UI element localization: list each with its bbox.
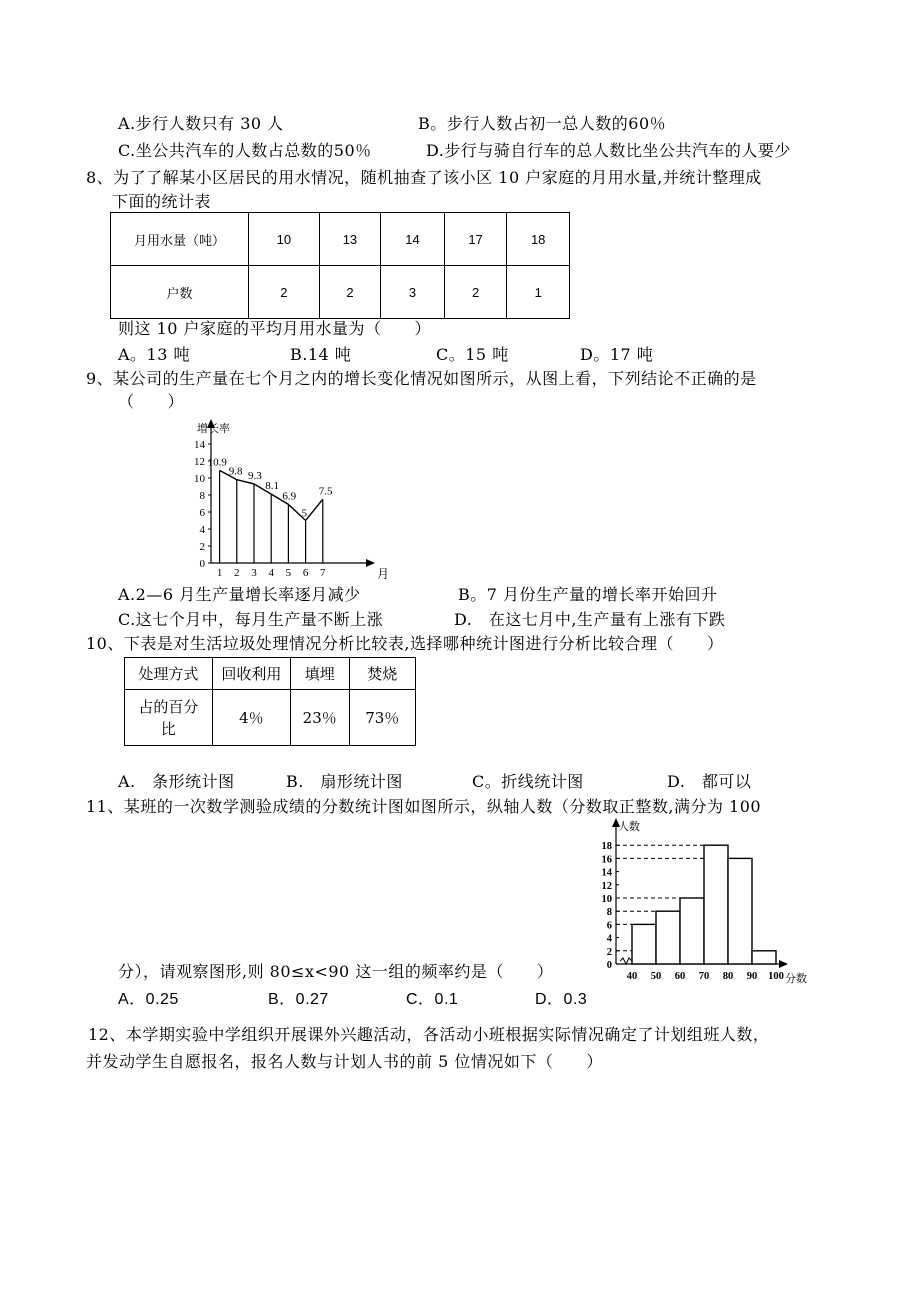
q8-question: 则这 10 户家庭的平均月用水量为（ ） — [118, 319, 432, 338]
y-tick-label: 8 — [199, 490, 205, 502]
waste-table-row-label — [125, 690, 213, 746]
x-tick-label: 2 — [234, 567, 240, 579]
x-tick-label: 70 — [698, 971, 710, 982]
row-label-line2: 比 — [160, 719, 176, 738]
x-tick-label: 90 — [746, 971, 758, 982]
q8-option-d: D。17 吨 — [580, 345, 654, 364]
waste-table-cell: 23％ — [290, 690, 349, 746]
data-label: 6.9 — [282, 490, 297, 503]
q11-option-b: B．0.27 — [268, 991, 329, 1008]
q10-option-c: C。折线统计图 — [472, 772, 584, 791]
q9-option-c: C.这七个月中，每月生产量不断上涨 — [118, 610, 384, 629]
waste-table-header: 填埋 — [290, 658, 349, 690]
q9-option-a: A.2—6 月生产量增长率逐月减少 — [118, 585, 361, 604]
x-axis-label: 月 — [377, 567, 390, 581]
y-tick-label: 4 — [199, 524, 205, 536]
histogram-bar — [752, 951, 776, 964]
y-tick-label: 16 — [601, 854, 612, 866]
x-tick-label: 40 — [626, 971, 638, 982]
water-table-cell: 17 — [444, 213, 507, 266]
water-usage-table — [110, 212, 570, 319]
q11-option-d: D．0.3 — [535, 991, 588, 1008]
data-label: 10.9 — [207, 456, 227, 469]
growth-rate-chart — [165, 418, 390, 583]
data-label: 8.1 — [265, 480, 279, 493]
histogram-bar — [680, 898, 704, 964]
x-axis-label: 分数 — [785, 973, 807, 985]
q10-stem: 10、下表是对生活垃圾处理情况分析比较表,选择哪种统计图进行分析比较合理（ ） — [86, 634, 724, 653]
q7-option-d: D.步行与骑自行车的总人数比坐公共汽车的人要少 — [426, 141, 791, 160]
score-histogram — [592, 814, 818, 984]
y-tick-label: 10 — [601, 894, 612, 905]
y-tick-label: 6 — [606, 920, 612, 932]
waste-table-header: 处理方式 — [125, 658, 213, 690]
q10-option-d: D. 都可以 — [667, 772, 752, 791]
histogram-bar — [704, 845, 728, 964]
x-tick-label: 3 — [251, 567, 257, 579]
household-table-cell: 1 — [507, 266, 570, 319]
q11-option-a: A．0.25 — [118, 991, 179, 1008]
q10-option-a: A. 条形统计图 — [118, 772, 235, 791]
y-axis-label: 人数 — [618, 821, 640, 833]
x-tick-label: 5 — [285, 567, 292, 579]
x-axis-arrow — [779, 960, 788, 968]
q12-line1: 12、本学期实验中学组织开展课外兴趣活动，各活动小班根据实际情况确定了计划组班人数， — [88, 1025, 770, 1044]
y-tick-label: 12 — [194, 456, 205, 468]
x-tick-label: 100 — [768, 971, 784, 982]
q8-option-a: A。13 吨 — [118, 345, 191, 364]
water-table-cell: 18 — [507, 213, 570, 266]
y-tick-label: 12 — [601, 880, 612, 892]
y-tick-label: 14 — [194, 439, 205, 451]
y-tick-label: 0 — [606, 960, 612, 971]
data-label: 7.5 — [318, 485, 333, 498]
water-table-cell: 14 — [381, 213, 445, 266]
waste-table-header: 回收利用 — [212, 658, 290, 690]
q11-stem-line2: 分），请观察图形,则 80≤x<90 这一组的频率约是（ ） — [118, 962, 554, 981]
q11-stem-line1: 11、某班的一次数学测验成绩的分数统计图如图所示，纵轴人数（分数取正整数,满分为 100 — [86, 797, 762, 816]
q9-option-d: D. 在这七月中,生产量有上涨有下跌 — [454, 610, 726, 629]
q9-stem-line1: 9、某公司的生产量在七个月之内的增长变化情况如图所示，从图上看，下列结论不正确的是 — [86, 369, 757, 388]
waste-table-cell: 73％ — [349, 690, 416, 746]
x-tick-label: 7 — [320, 567, 326, 579]
y-tick-label: 8 — [606, 907, 612, 919]
y-tick-label: 10 — [194, 473, 205, 485]
water-table-header: 月用水量（吨） — [111, 213, 249, 266]
x-tick-label: 60 — [674, 971, 686, 982]
y-tick-label: 18 — [601, 841, 612, 853]
waste-table-cell: 4％ — [212, 690, 290, 746]
x-tick-label: 4 — [268, 567, 274, 579]
data-label: 9.3 — [248, 469, 262, 482]
q8-stem-line2: 下面的统计表 — [112, 192, 212, 211]
y-tick-label: 6 — [199, 507, 205, 519]
q7-option-a: A.步行人数只有 30 人 — [118, 114, 284, 133]
q7-option-b: B。步行人数占初一总人数的60％ — [418, 114, 667, 133]
household-table-cell: 3 — [381, 266, 445, 319]
q10-option-b: B. 扇形统计图 — [286, 772, 403, 791]
x-axis-arrow — [366, 559, 375, 567]
household-table-header: 户数 — [111, 266, 249, 319]
waste-table — [124, 657, 416, 746]
axis-break — [620, 958, 632, 964]
q12-line2: 并发动学生自愿报名，报名人数与计划人书的前 5 位情况如下（ ） — [86, 1052, 603, 1071]
data-label: 5 — [301, 507, 308, 520]
water-table-cell: 10 — [249, 213, 320, 266]
q8-option-b: B.14 吨 — [290, 345, 352, 364]
household-table-cell: 2 — [444, 266, 507, 319]
q9-option-b: B。7 月份生产量的增长率开始回升 — [458, 585, 718, 604]
histogram-bar — [656, 911, 680, 964]
q8-stem-line1: 8、为了了解某小区居民的用水情况，随机抽查了该小区 10 户家庭的月用水量,并统计整理成 — [86, 168, 762, 187]
y-axis-label: 增长率 — [197, 423, 230, 435]
data-label: 9.8 — [228, 465, 243, 478]
y-tick-label: 14 — [601, 867, 612, 879]
q11-option-c: C．0.1 — [406, 991, 459, 1008]
household-table-cell: 2 — [319, 266, 381, 319]
y-tick-label: 4 — [606, 933, 612, 945]
q7-option-c: C.坐公共汽车的人数占总数的50％ — [118, 141, 372, 160]
x-tick-label: 50 — [650, 971, 662, 982]
y-tick-label: 2 — [199, 541, 205, 553]
q8-option-c: C。15 吨 — [436, 345, 509, 364]
x-tick-label: 80 — [722, 971, 734, 982]
q9-stem-line2: （ ） — [118, 392, 185, 411]
water-table-cell: 13 — [319, 213, 381, 266]
x-tick-label: 1 — [216, 567, 223, 579]
row-label-line1: 占的百分 — [138, 697, 199, 716]
y-tick-label: 0 — [199, 558, 205, 570]
histogram-bar — [728, 858, 752, 964]
histogram-bar — [632, 924, 656, 964]
x-tick-label: 6 — [302, 567, 309, 579]
household-table-cell: 2 — [249, 266, 320, 319]
waste-table-header: 焚烧 — [349, 658, 416, 690]
y-tick-label: 2 — [606, 946, 612, 958]
